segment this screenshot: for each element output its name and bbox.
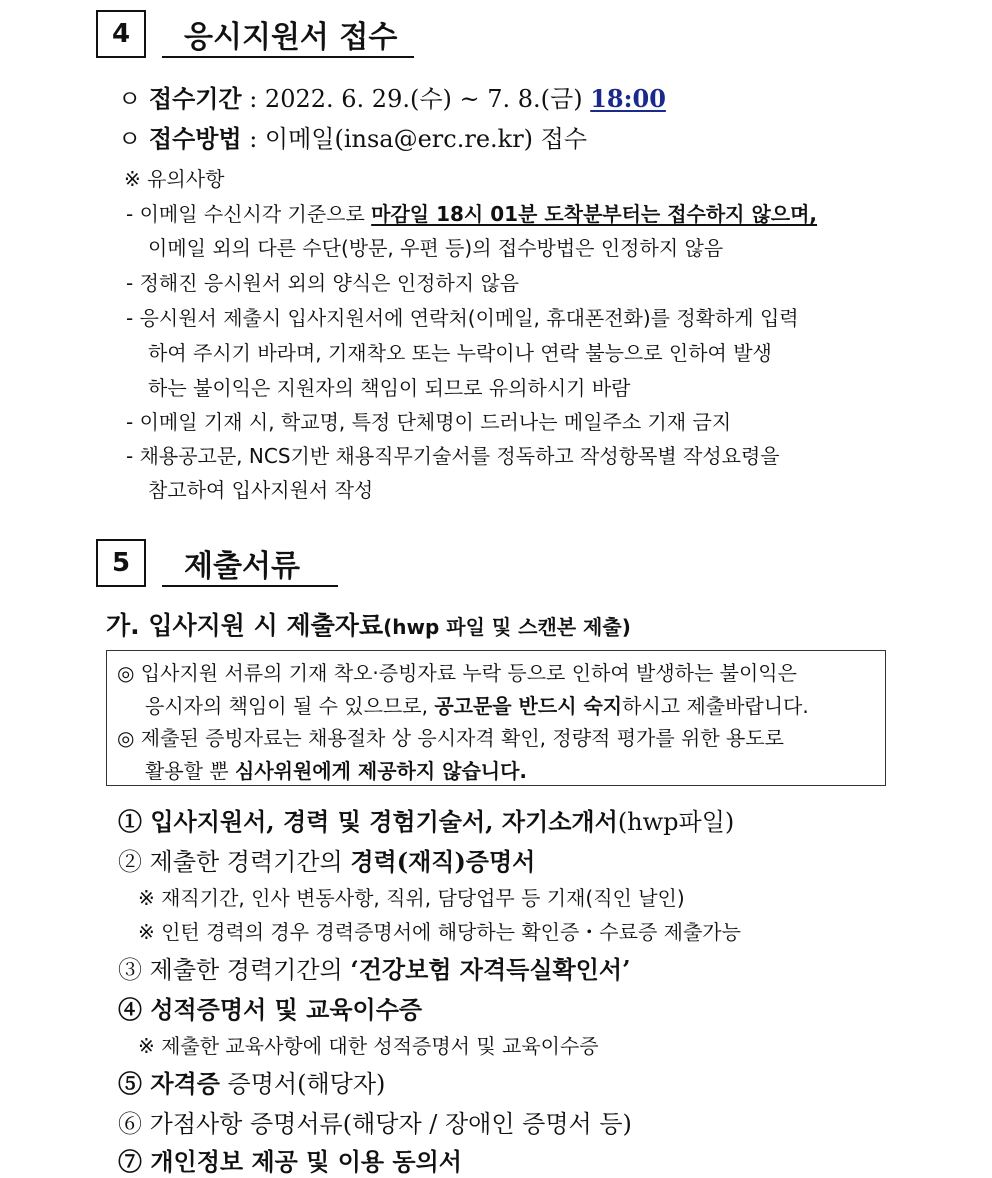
box-emphasis-2: 심사위원에게 제공하지 않습니다. [235,759,528,783]
section-number: 5 [111,548,131,578]
note-1a: - 이메일 수신시각 기준으로 마감일 18시 01분 도착분부터는 접수하지 않으며, [126,202,818,226]
notes-heading: ※ 유의사항 [124,167,225,191]
item-7: ⑦ 개인정보 제공 및 이용 동의서 [118,1147,462,1176]
note-3b: 하여 주시기 바라며, 기재착오 또는 누락이나 연락 불능으로 인하여 발생 [148,341,772,365]
note-5b: 참고하여 입사지원서 작성 [148,478,374,502]
item-2: ② 제출한 경력기간의 경력(재직)증명서 [118,847,536,876]
item-4: ④ 성적증명서 및 교육이수증 [118,995,423,1024]
section-4-number-box [96,10,146,58]
box-line-1: ◎ 입사지원 서류의 기재 착오·증빙자료 누락 등으로 인하여 발생하는 불이익은 [117,661,797,685]
bullet-circle: ㅇ [118,125,142,153]
subheading-main: 가. 입사지원 시 제출자료 [106,611,384,640]
box-line-4: 활용할 뿐 심사위원에게 제공하지 않습니다. [145,759,528,783]
item-5: ⑤ 자격증 증명서(해당자) [118,1069,386,1098]
item-6: ⑥ 가점사항 증명서류(해당자 / 장애인 증명서 등) [118,1110,632,1138]
period-label: 접수기간 [148,84,242,113]
bullet-circle: ㅇ [118,85,142,113]
section-4-title: 응시지원서 접수 [162,12,414,58]
period-line [118,79,666,114]
box-line-2: 응시자의 책임이 될 수 있으므로, 공고문을 반드시 숙지하시고 제출바랍니다. [145,694,809,718]
note-3c: 하는 불이익은 지원자의 책임이 되므로 유의하시기 바람 [148,376,631,400]
note-3a: - 응시원서 제출시 입사지원서에 연락처(이메일, 휴대폰전화)를 정확하게 입력 [126,306,799,330]
section-5-title: 제출서류 [162,541,338,587]
section-number: 4 [111,19,131,49]
note-2: - 정해진 응시원서 외의 양식은 인정하지 않음 [126,271,520,295]
note-4: - 이메일 기재 시, 학교명, 특정 단체명이 드러나는 메일주소 기재 금지 [126,410,732,434]
note-5a: - 채용공고문, NCS기반 채용직무기술서를 정독하고 작성항목별 작성요령을 [126,444,780,468]
section-5-number-box [96,539,146,587]
period-value: : 2022. 6. 29.(수) ~ 7. 8.(금) [249,85,583,113]
item-2-note-1: ※ 재직기간, 인사 변동사항, 직위, 담당업무 등 기재(직인 날인) [138,886,685,910]
box-line-3: ◎ 제출된 증빙자료는 채용절차 상 응시자격 확인, 정량적 평가를 위한 용도로 [117,726,784,750]
subheading [106,606,631,642]
subheading-paren: (hwp 파일 및 스캔본 제출) [383,615,631,639]
method-value: : 이메일(insa@erc.re.kr) 접수 [249,125,588,153]
notice-box [106,650,886,786]
item-4-note: ※ 제출한 교육사항에 대한 성적증명서 및 교육이수증 [138,1034,599,1058]
item-3: ③ 제출한 경력기간의 ‘건강보험 자격득실확인서’ [118,955,631,984]
box-emphasis-1: 공고문을 반드시 숙지 [434,694,623,718]
item-1: ① 입사지원서, 경력 및 경험기술서, 자기소개서(hwp파일) [118,807,735,836]
note-1b: 이메일 외의 다른 수단(방문, 우편 등)의 접수방법은 인정하지 않음 [148,236,724,260]
method-label: 접수방법 [148,124,242,153]
item-2-note-2: ※ 인턴 경력의 경우 경력증명서에 해당하는 확인증・수료증 제출가능 [138,920,741,944]
note-1-emphasis: 마감일 18시 01분 도착분부터는 접수하지 않으며, [371,202,818,226]
period-time: 18:00 [590,84,666,113]
method-line [118,119,587,154]
